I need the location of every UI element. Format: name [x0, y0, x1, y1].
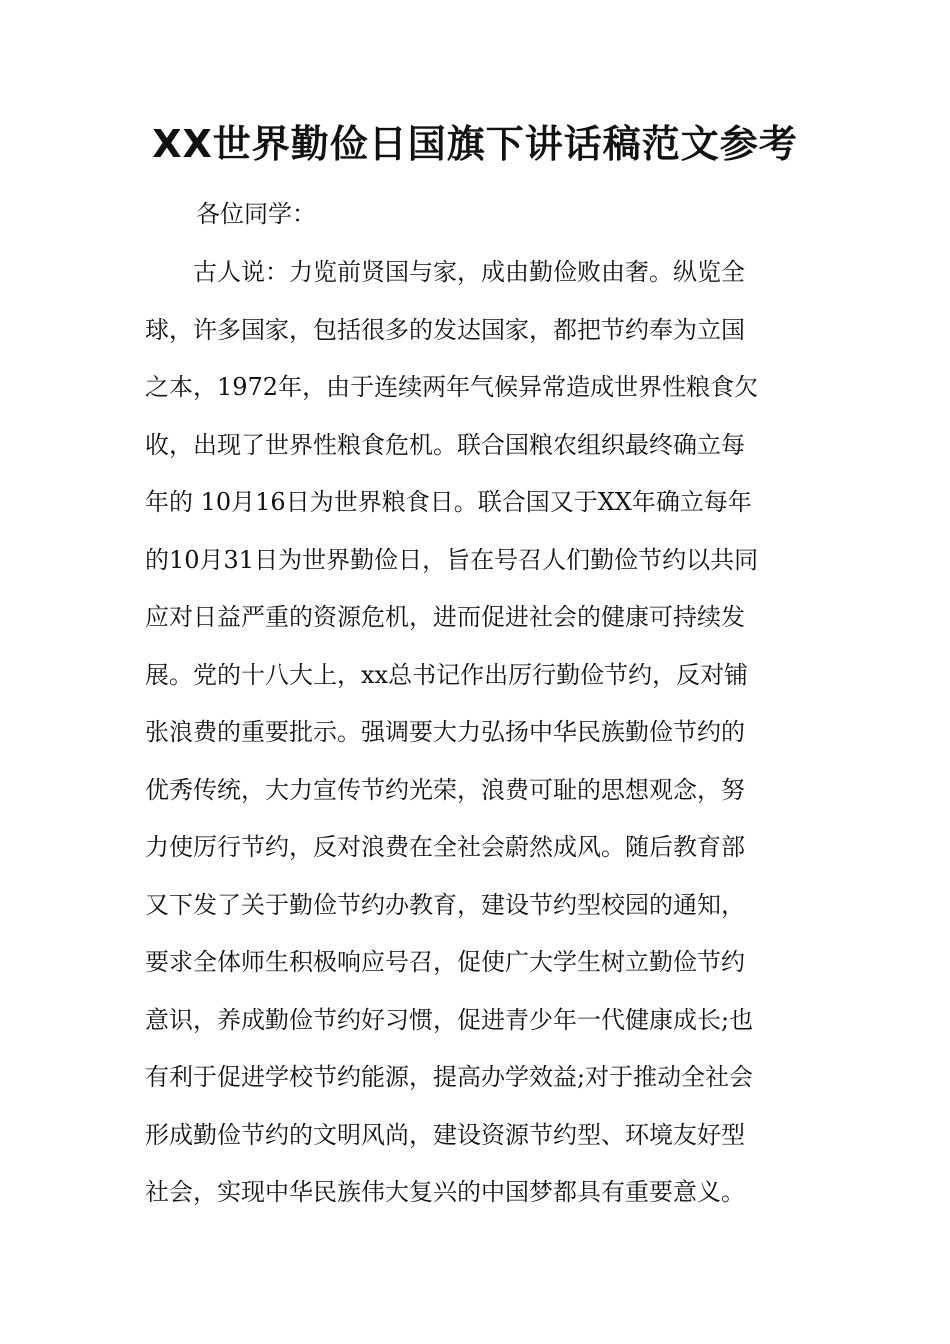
body-paragraph [145, 254, 810, 1232]
body-line: 的10月31日为世界勤俭日，旨在号召人们勤俭节约以共同 [145, 545, 759, 574]
salutation: 各位同学： [196, 200, 316, 228]
document-title: XX世界勤俭日国旗下讲话稿范文参考 [152, 122, 798, 166]
body-line: 球，许多国家，包括很多的发达国家，都把节约奉为立国 [145, 315, 745, 344]
body-line: 力使厉行节约，反对浪费在全社会蔚然成风。随后教育部 [145, 833, 745, 861]
body-line: 又下发了关于勤俭节约办教育，建设节约型校园的通知， [145, 890, 745, 919]
body-line: 要求全体师生积极响应号召，促使广大学生树立勤俭节约 [145, 948, 745, 976]
body-line: 应对日益严重的资源危机，进而促进社会的健康可持续发 [145, 603, 745, 631]
body-line: 意识，养成勤俭节约好习惯，促进青少年一代健康成长;也 [145, 1005, 754, 1034]
body-line: 收，出现了世界性粮食危机。联合国粮农组织最终确立每 [145, 430, 745, 459]
body-line: 社会，实现中华民族伟大复兴的中国梦都具有重要意义。 [145, 1178, 745, 1206]
body-line: 优秀传统，大力宣传节约光荣，浪费可耻的思想观念，努 [145, 775, 745, 804]
body-line: 展。党的十八大上，xx总书记作出厉行勤俭节约，反对铺 [145, 660, 749, 689]
body-line: 张浪费的重要批示。强调要大力弘扬中华民族勤俭节约的 [145, 718, 745, 746]
body-line: 有利于促进学校节约能源，提高办学效益;对于推动全社会 [145, 1063, 754, 1091]
body-line: 形成勤俭节约的文明风尚，建设资源节约型、环境友好型 [145, 1120, 745, 1149]
body-line: 古人说：力览前贤国与家，成由勤俭败由奢。纵览全 [145, 258, 745, 286]
body-line: 年的 10月16日为世界粮食日。联合国又于XX年确立每年 [145, 488, 752, 516]
body-line: 之本，1972年，由于连续两年气候异常造成世界性粮食欠 [145, 373, 759, 401]
